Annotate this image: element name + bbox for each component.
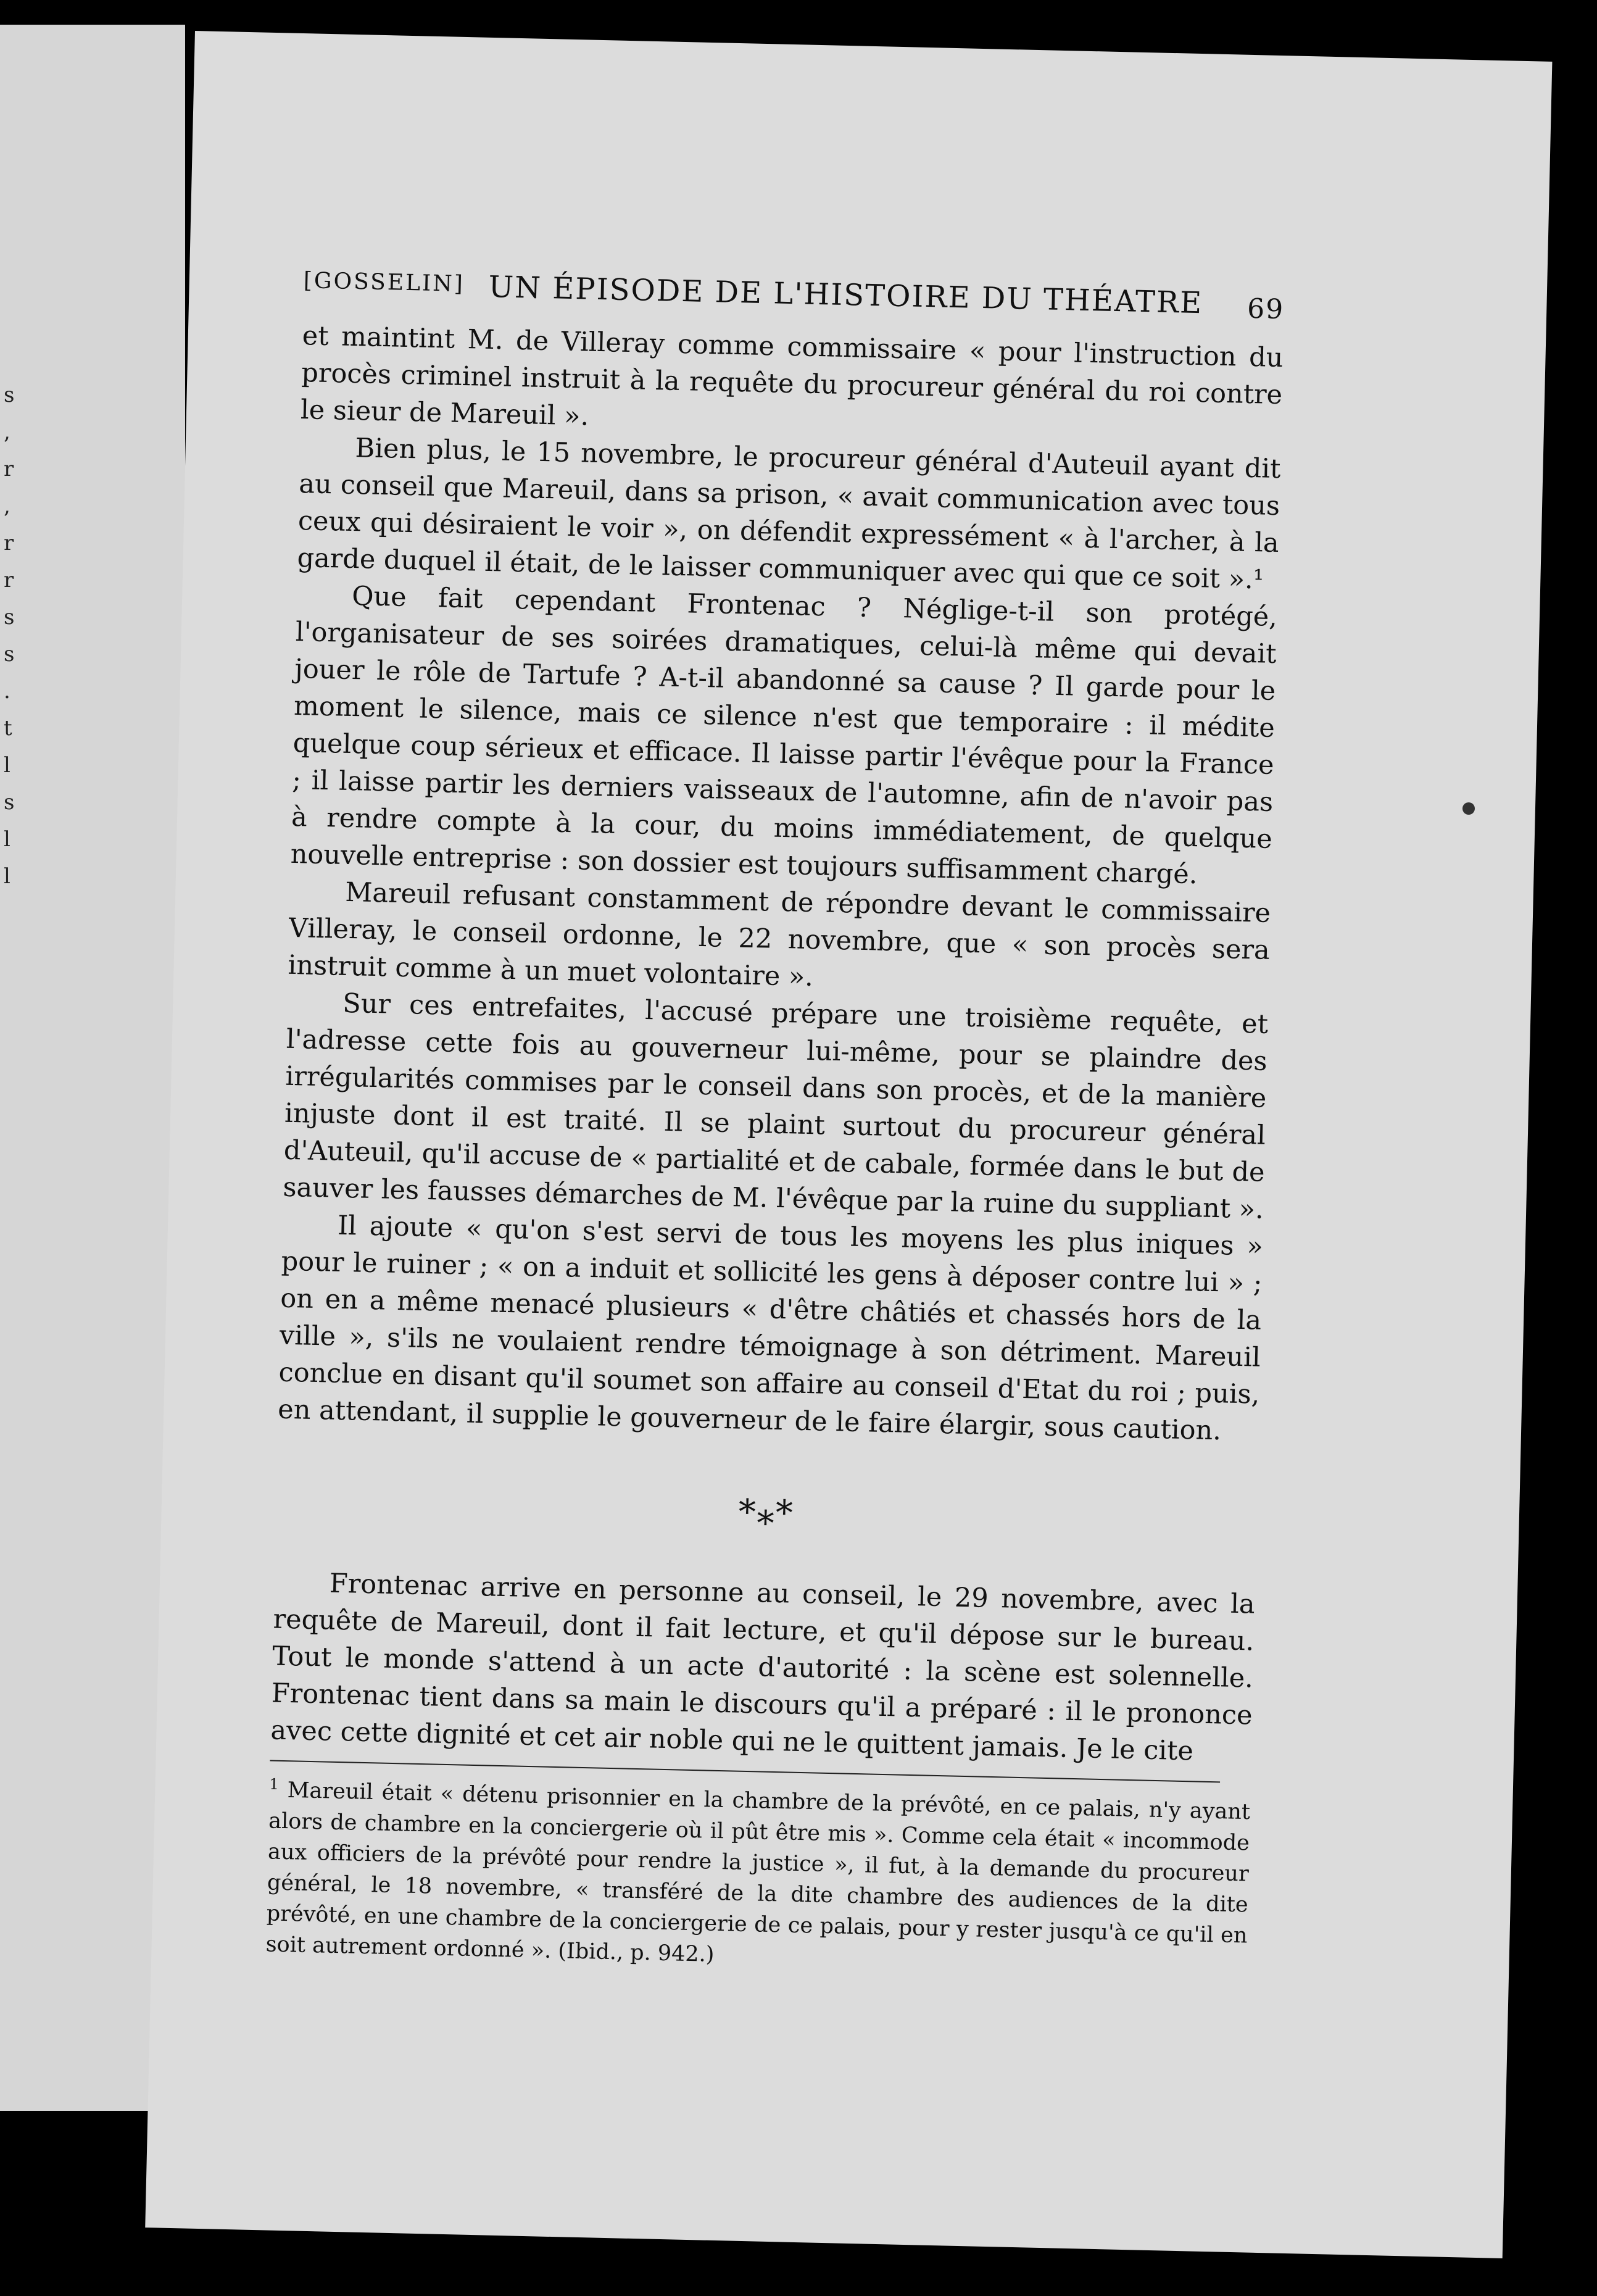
edge-letter: l — [4, 864, 10, 889]
previous-page-letters — [4, 376, 22, 895]
footnote — [265, 1768, 1251, 1982]
page-number: 69 — [1246, 293, 1285, 326]
scan-speck — [1462, 802, 1475, 815]
edge-letter: t — [4, 716, 12, 741]
paragraph: Sur ces entrefaites, l'accusé prépare une troisième requête, et l'adresse cette fois au gouverneur lui-même, pour se plaindre des irrégularités commises par le conseil dans son procès, et de la manière injuste dont il est traité. Il se plaint surtout du procureur général d'Auteuil, qu'il accuse de « partialité et de cabale, formée dans le but de sauver les fausses démarches de M. l'évêque par la ruine du suppliant ». — [282, 988, 1269, 1225]
page — [145, 31, 1552, 2258]
edge-letter: r — [4, 568, 14, 593]
body-text — [270, 317, 1284, 1771]
section-break-asterism: *⁎* — [738, 1492, 795, 1534]
footnote-text: Mareuil était « détenu prisonnier en la chambre de la prévôté, en ce palais, n'y ayant alors de chambre en la conciergerie où il pût être mis ». Comme cela était « incommode aux officiers de la prévôté pour rendre la justice », il fut, à la demande du procureur général, le 18 novembre, « transféré de la dite chambre des audiences de la dite prévôté, en une chambre de la conciergerie de ce palais, pour y rester jusqu'à ce qu'il en soit autrement ordonné ». (Ibid., p. 942.) — [265, 1778, 1251, 1967]
running-head-title: UN ÉPISODE DE L'HISTOIRE DU THÉATRE — [488, 269, 1203, 321]
paragraph: Mareuil refusant constamment de répondre devant le commissaire Villeray, le conseil ordonne, le 22 novembre, que « son procès sera instruit comme à un muet volontaire ». — [288, 876, 1271, 993]
edge-letter: l — [4, 753, 10, 778]
edge-letter: s — [4, 605, 15, 630]
paragraph: Frontenac arrive en personne au conseil, le 29 novembre, avec la requête de Mareuil, dont il fait lecture, et qu'il dépose sur le bureau. Tout le monde s'attend à un acte d'autorité : la scène est solennelle. Frontenac tient dans sa main le discours qu'il a préparé : il le prononce avec cette dignité et cet air noble qui ne le quittent jamais. Je le cite — [270, 1568, 1256, 1767]
edge-letter: s — [4, 383, 15, 407]
page-content — [265, 268, 1285, 1982]
edge-letter: s — [4, 642, 15, 667]
edge-letter: . — [4, 679, 10, 704]
edge-letter: , — [4, 420, 10, 444]
edge-letter: , — [4, 494, 10, 518]
edge-letter: r — [4, 531, 14, 555]
paragraph: Il ajoute « qu'on s'est servi de tous les moyens les plus iniques » pour le ruiner ; « on a induit et sollicité les gens à déposer contre lui » ; on en a même menacé plusieurs « d'être châtiés et chassés hors de la ville », s'ils ne voulaient rendre témoignage à son détriment. Mareuil conclue en disant qu'il soumet son affaire au conseil d'Etat du roi ; puis, en attendant, il supplie le gouverneur de le faire élargir, sous caution. — [277, 1210, 1264, 1447]
edge-letter: r — [4, 457, 14, 481]
footnote-paragraph — [265, 1768, 1251, 1982]
footnote-marker: 1 — [269, 1775, 280, 1793]
running-head-author: [GOSSELIN] — [303, 268, 465, 297]
paragraph: et maintint M. de Villeray comme commissaire « pour l'instruction du procès criminel instruit à la requête du procureur général du roi contre le sieur de Mareuil ». — [300, 320, 1284, 432]
paragraph: Que fait cependant Frontenac ? Néglige-t-il son protégé, l'organisateur de ses soirées dramatiques, celui-là même qui devait jouer le rôle de Tartufe ? A-t-il abandonné sa cause ? Il garde pour le moment le silence, mais ce silence n'est que temporaire : il médite quelque coup sérieux et efficace. Il laisse partir l'évêque pour la France ; il laisse partir les derniers vaisseaux de l'automne, afin de n'avoir pas à rendre compte à la cour, du moins immédiatement, de quelque nouvelle entreprise : son dossier est toujours suffisamment chargé. — [290, 581, 1278, 891]
edge-letter: s — [4, 790, 15, 815]
paragraph: Bien plus, le 15 novembre, le procureur général d'Auteuil ayant dit au conseil que Mareuil, dans sa prison, « avait communication avec tous ceux qui désiraient le voir », on défendit expressément « à l'archer, à la garde duquel il était, de le laisser communiquer avec qui que ce soit ».¹ — [297, 433, 1281, 596]
edge-letter: l — [4, 827, 10, 852]
